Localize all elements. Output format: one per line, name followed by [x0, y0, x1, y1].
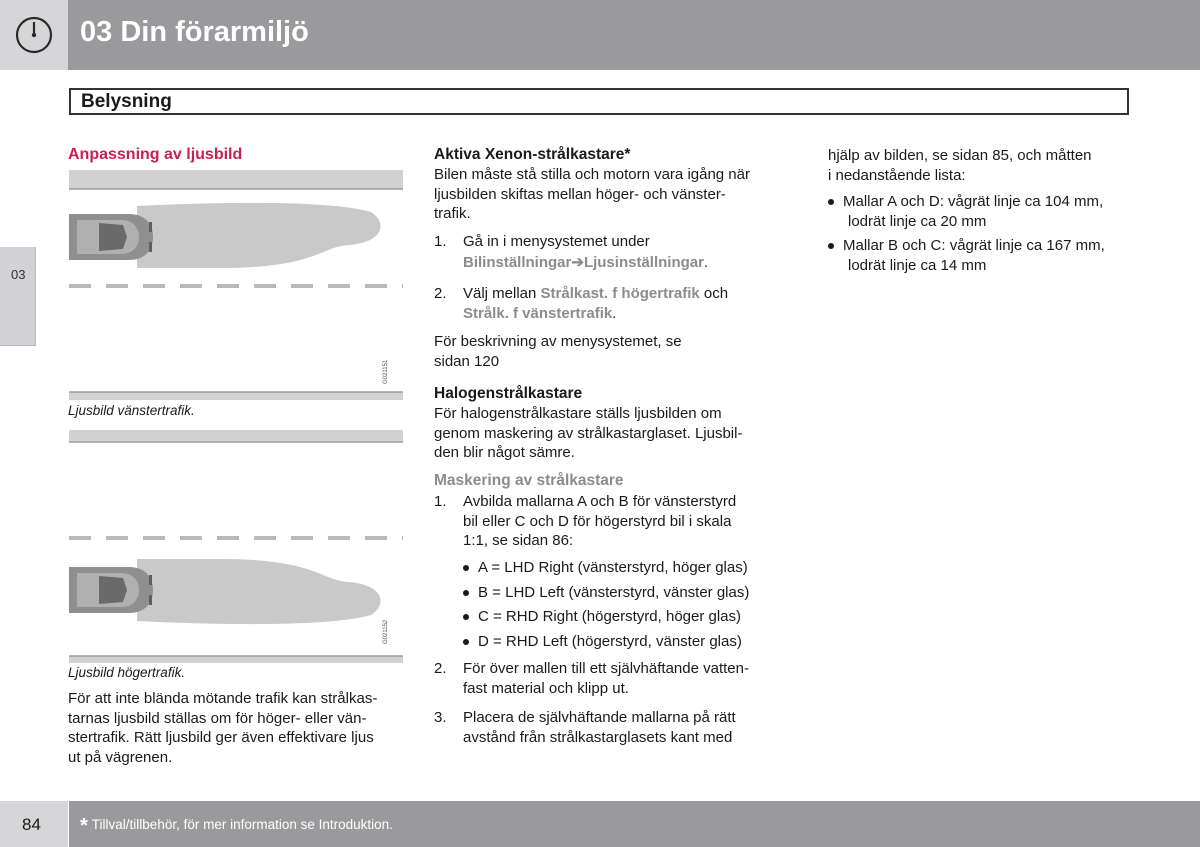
text-line: trafik. [434, 205, 471, 222]
template-list [463, 558, 749, 651]
right-intro [828, 146, 1092, 185]
page-title: 03 Din förarmiljö [80, 16, 309, 48]
punctuation: . [703, 253, 709, 271]
text-line: Placera de självhäftande mallarna på rätt [463, 709, 736, 726]
bullet-icon [828, 243, 834, 249]
list-item [463, 632, 749, 652]
step-number: 2. [434, 660, 447, 677]
xenon-heading: Aktiva Xenon-strålkastare* [434, 146, 631, 163]
text-line: hjälp av bilden, se sidan 85, och måtten [828, 147, 1092, 164]
figure1-caption: Ljusbild vänstertrafik. [68, 403, 195, 418]
figure2-caption: Ljusbild högertrafik. [68, 665, 186, 680]
bullet-icon [463, 565, 469, 571]
text-line: stertrafik. Rätt ljusbild ger även effektivare ljus [68, 729, 374, 746]
left-paragraph [68, 689, 377, 767]
list-item [828, 192, 1105, 231]
speedometer-icon [0, 0, 68, 70]
figure-code: G021152 [383, 619, 389, 644]
beam-diagram-right-traffic [69, 430, 403, 663]
option-left-traffic: Strålk. f vänstertrafik [463, 304, 613, 322]
beam-diagram-left-traffic [69, 170, 403, 400]
text-line: Bilen måste stå stilla och motorn vara igång när [434, 166, 750, 183]
list-item-text: A = LHD Right (vänsterstyrd, höger glas) [478, 559, 748, 576]
chapter-tab[interactable] [0, 247, 36, 346]
list-item-text: Mallar A och D: vågrät linje ca 104 mm, [843, 193, 1104, 210]
section-box [69, 88, 1129, 115]
list-item-text: lodrät linje ca 14 mm [848, 256, 987, 274]
text-line: För beskrivning av menysystemet, se [434, 333, 682, 350]
menu-path-car-settings: Bilinställningar [463, 253, 572, 271]
list-item-text: C = RHD Right (högerstyrd, höger glas) [478, 608, 742, 625]
arrow-right-icon: ➔ [571, 253, 584, 271]
step-number: 2. [434, 285, 447, 302]
step-number: 1. [434, 493, 447, 510]
bullet-icon [463, 639, 469, 645]
footnote [80, 815, 393, 838]
masking-step-2 [434, 659, 749, 698]
footnote-text: Tillval/tillbehör, för mer information se Introduktion. [91, 817, 393, 832]
section-title: Belysning [81, 91, 172, 112]
masking-step-3 [434, 708, 736, 747]
list-item [463, 583, 749, 603]
text-line: ut på vägrenen. [68, 748, 173, 766]
option-right-traffic: Strålkast. f högertrafik [540, 285, 700, 302]
list-item-text: lodrät linje ca 20 mm [848, 212, 987, 230]
list-item [463, 607, 749, 627]
text-line: Gå in i menysystemet under [463, 233, 650, 250]
text-line: sidan 120 [434, 352, 500, 370]
page-number: 84 [22, 815, 41, 834]
text-line: Avbilda mallarna A och B för vänsterstyrd [463, 493, 737, 510]
list-item [463, 558, 749, 578]
step-number: 3. [434, 709, 447, 726]
masking-step-1 [434, 492, 736, 551]
asterisk-icon: * [80, 815, 88, 837]
list-item-text: B = LHD Left (vänsterstyrd, vänster glas) [478, 583, 750, 601]
halogen-text [434, 404, 742, 463]
menu-path-light-settings: Ljusinställningar [583, 253, 704, 271]
xenon-step-2 [434, 284, 728, 323]
text-line: i nedanstående lista: [828, 166, 966, 184]
step-number: 1. [434, 233, 447, 250]
bullet-icon [828, 199, 834, 205]
text-line: 1:1, se sidan 86: [463, 532, 574, 549]
menu-reference [434, 332, 682, 371]
text-fragment: och [699, 285, 729, 302]
header-icon-box [0, 0, 68, 70]
car-icon [69, 567, 153, 613]
text-line: fast material och klipp ut. [463, 679, 629, 697]
halogen-heading: Halogenstrålkastare [434, 385, 583, 402]
left-heading: Anpassning av ljusbild [68, 146, 243, 163]
text-line: För halogenstrålkastare ställs ljusbilden om [434, 405, 722, 422]
text-line: För att inte blända mötande trafik kan strålkas- [68, 690, 378, 707]
text-line: ljusbilden skiftas mellan höger- och vänster- [434, 185, 726, 203]
list-item [828, 236, 1105, 275]
text-line: avstånd från strålkastarglasets kant med [463, 728, 733, 746]
list-item-text: D = RHD Left (högerstyrd, vänster glas) [478, 632, 742, 650]
text-fragment: Välj mellan [463, 285, 541, 302]
text-line: den blir något sämre. [434, 444, 575, 461]
xenon-text [434, 165, 750, 224]
list-item-text: Mallar B och C: vågrät linje ca 167 mm, [843, 237, 1105, 254]
bullet-icon [463, 614, 469, 620]
punctuation: . [612, 304, 617, 322]
text-line: tarnas ljusbild ställas om för höger- eller vän- [68, 709, 367, 727]
car-icon [69, 214, 153, 260]
masking-heading: Maskering av strålkastare [434, 472, 624, 489]
text-line: För över mallen till ett självhäftande vatten- [463, 660, 749, 677]
text-line: genom maskering av strålkastarglaset. Ljusbil- [434, 424, 743, 442]
xenon-step-1 [434, 232, 708, 272]
measurement-list [828, 192, 1105, 275]
figure-code: G021151 [383, 359, 389, 384]
chapter-tab-label: 03 [11, 267, 26, 282]
text-line: bil eller C och D för högerstyrd bil i skala [463, 512, 732, 530]
bullet-icon [463, 590, 469, 596]
